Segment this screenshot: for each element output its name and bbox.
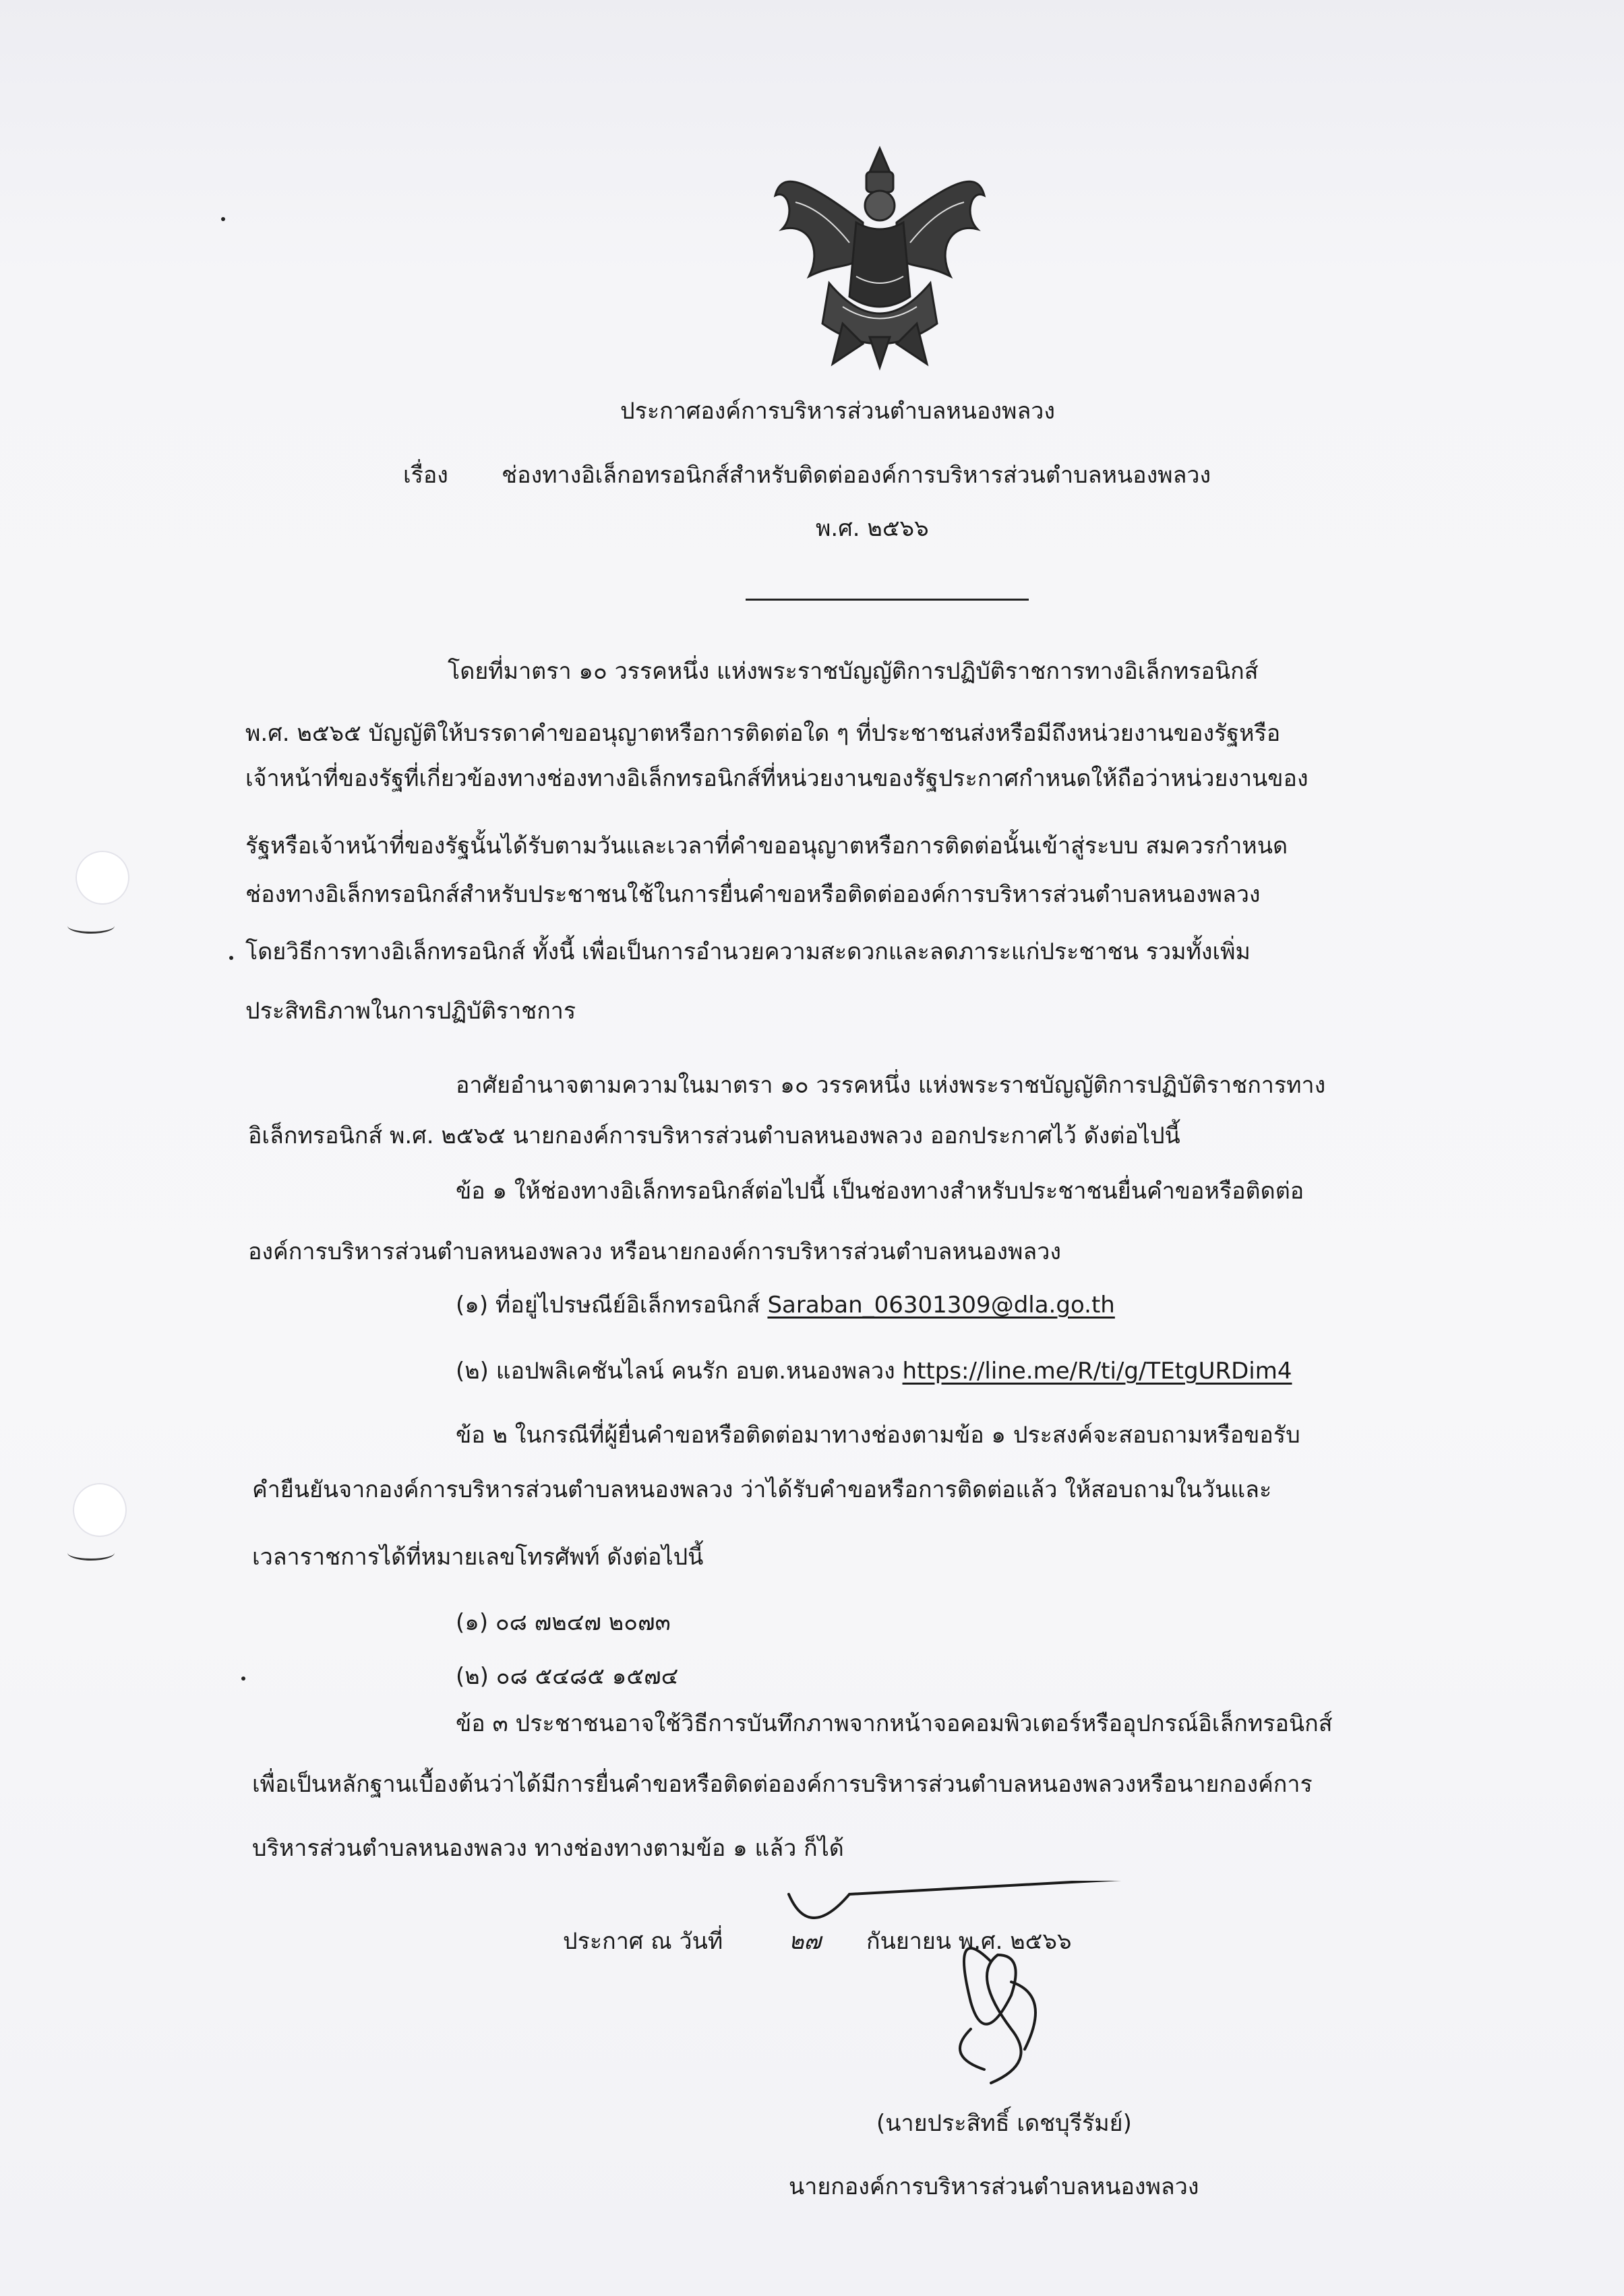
clause-1-item-1: [456, 1290, 1115, 1320]
announce-month-year: กันยายน พ.ศ. ๒๕๖๖: [866, 1928, 1072, 1955]
scan-speck: [229, 956, 233, 960]
punch-hole-top: [76, 851, 129, 905]
clause-2-line-1: ข้อ ๒ ในกรณีที่ผู้ยื่นคำขอหรือติดต่อมาทางช่องตามข้อ ๑ ประสงค์จะสอบถามหรือขอรับ: [456, 1422, 1300, 1449]
clause-3-line-2: เพื่อเป็นหลักฐานเบื้องต้นว่าได้มีการยื่นคำขอหรือติดต่อองค์การบริหารส่วนตำบลหนองพลวงหรือนายกองค์การ: [252, 1771, 1313, 1798]
signature-mark: [769, 1881, 1240, 2103]
clause-3-line-1: ข้อ ๓ ประชาชนอาจใช้วิธีการบันทึกภาพจากหน้าจอคอมพิวเตอร์หรืออุปกรณ์อิเล็กทรอนิกส์: [456, 1710, 1333, 1737]
clause-1-line-1: ข้อ ๑ ให้ช่องทางอิเล็กทรอนิกส์ต่อไปนี้ เป็นช่องทางสำหรับประชาชนยื่นคำขอหรือติดต่อ: [456, 1178, 1304, 1205]
punch-hole-top-shadow: [67, 918, 115, 934]
announce-day: ๒๗: [789, 1928, 821, 1955]
clause-2-line-3: เวลาราชการได้ที่หมายเลขโทรศัพท์ ดังต่อไปนี้: [252, 1544, 704, 1571]
p1-line-7: ประสิทธิภาพในการปฏิบัติราชการ: [245, 998, 576, 1025]
p2-line-1: อาศัยอำนาจตามความในมาตรา ๑๐ วรรคหนึ่ง แห่งพระราชบัญญัติการปฏิบัติราชการทาง: [456, 1072, 1326, 1099]
subject-label: เรื่อง: [403, 462, 448, 489]
scan-speck: [241, 1676, 245, 1681]
line-group-link[interactable]: https://line.me/R/ti/g/TEtgURDim4: [902, 1358, 1292, 1385]
scan-speck: [221, 217, 225, 221]
announcement-year: พ.ศ. ๒๕๖๖: [816, 515, 929, 542]
p2-line-2: อิเล็กทรอนิกส์ พ.ศ. ๒๕๖๕ นายกองค์การบริหารส่วนตำบลหนองพลวง ออกประกาศไว้ ดังต่อไปนี้: [248, 1122, 1180, 1149]
clause-2-line-2: คำยืนยันจากองค์การบริหารส่วนตำบลหนองพลวง ว่าได้รับคำขอหรือการติดต่อแล้ว ให้สอบถามในวันและ: [252, 1476, 1272, 1503]
email-label: (๑) ที่อยู่ไปรษณีย์อิเล็กทรอนิกส์: [456, 1292, 768, 1319]
p1-line-4: รัฐหรือเจ้าหน้าที่ของรัฐนั้นได้รับตามวันและเวลาที่คำขออนุญาตหรือการติดต่อนั้นเข้าสู่ระบบ สมควรกำหนด: [245, 833, 1288, 859]
clause-1-line-2: องค์การบริหารส่วนตำบลหนองพลวง หรือนายกองค์การบริหารส่วนตำบลหนองพลวง: [248, 1238, 1061, 1265]
p1-line-2: พ.ศ. ๒๕๖๕ บัญญัติให้บรรดาคำขออนุญาตหรือการติดต่อใด ๆ ที่ประชาชนส่งหรือมีถึงหน่วยงานของรัฐหรือ: [245, 720, 1281, 747]
p1-line-6: โดยวิธีการทางอิเล็กทรอนิกส์ ทั้งนี้ เพื่อเป็นการอำนวยความสะดวกและลดภาระแก่ประชาชน รวมทั้งเพิ่ม: [245, 938, 1251, 965]
email-link[interactable]: Saraban_06301309@dla.go.th: [767, 1292, 1115, 1319]
header-divider: [746, 599, 1029, 601]
p1-line-5: ช่องทางอิเล็กทรอนิกส์สำหรับประชาชนใช้ในการยื่นคำขอหรือติดต่อองค์การบริหารส่วนตำบลหนองพลวง: [245, 881, 1261, 908]
line-app-label: (๒) แอปพลิเคชันไลน์ คนรัก อบต.หนองพลวง: [456, 1358, 903, 1385]
punch-hole-bottom: [73, 1483, 127, 1537]
p1-line-3: เจ้าหน้าที่ของรัฐที่เกี่ยวข้องทางช่องทางอิเล็กทรอนิกส์ที่หน่วยงานของรัฐประกาศกำหนดให้ถือว่าหน่วยงานของ: [245, 765, 1309, 792]
announcement-title: ประกาศองค์การบริหารส่วนตำบลหนองพลวง: [620, 398, 1055, 425]
punch-hole-bottom-shadow: [67, 1545, 115, 1561]
subject-text: ช่องทางอิเล็กอทรอนิกส์สำหรับติดต่อองค์การบริหารส่วนตำบลหนองพลวง: [502, 462, 1211, 489]
garuda-emblem-icon: [769, 142, 991, 371]
clause-1-item-2: [456, 1356, 1292, 1386]
clause-3-line-3: บริหารส่วนตำบลหนองพลวง ทางช่องทางตามข้อ ๑ แล้ว ก็ได้: [252, 1835, 844, 1862]
phone-number-1: (๑) ๐๘ ๗๒๔๗ ๒๐๗๓: [456, 1609, 671, 1636]
signer-title: นายกองค์การบริหารส่วนตำบลหนองพลวง: [789, 2173, 1199, 2200]
announce-date-prefix: ประกาศ ณ วันที่: [563, 1928, 723, 1955]
phone-number-2: (๒) ๐๘ ๕๔๘๕ ๑๕๗๔: [456, 1663, 679, 1690]
signer-name: (นายประสิทธิ์ เดชบุรีรัมย์): [876, 2110, 1132, 2137]
p1-line-1: โดยที่มาตรา ๑๐ วรรคหนึ่ง แห่งพระราชบัญญัติการปฏิบัติราชการทางอิเล็กทรอนิกส์: [448, 658, 1259, 685]
